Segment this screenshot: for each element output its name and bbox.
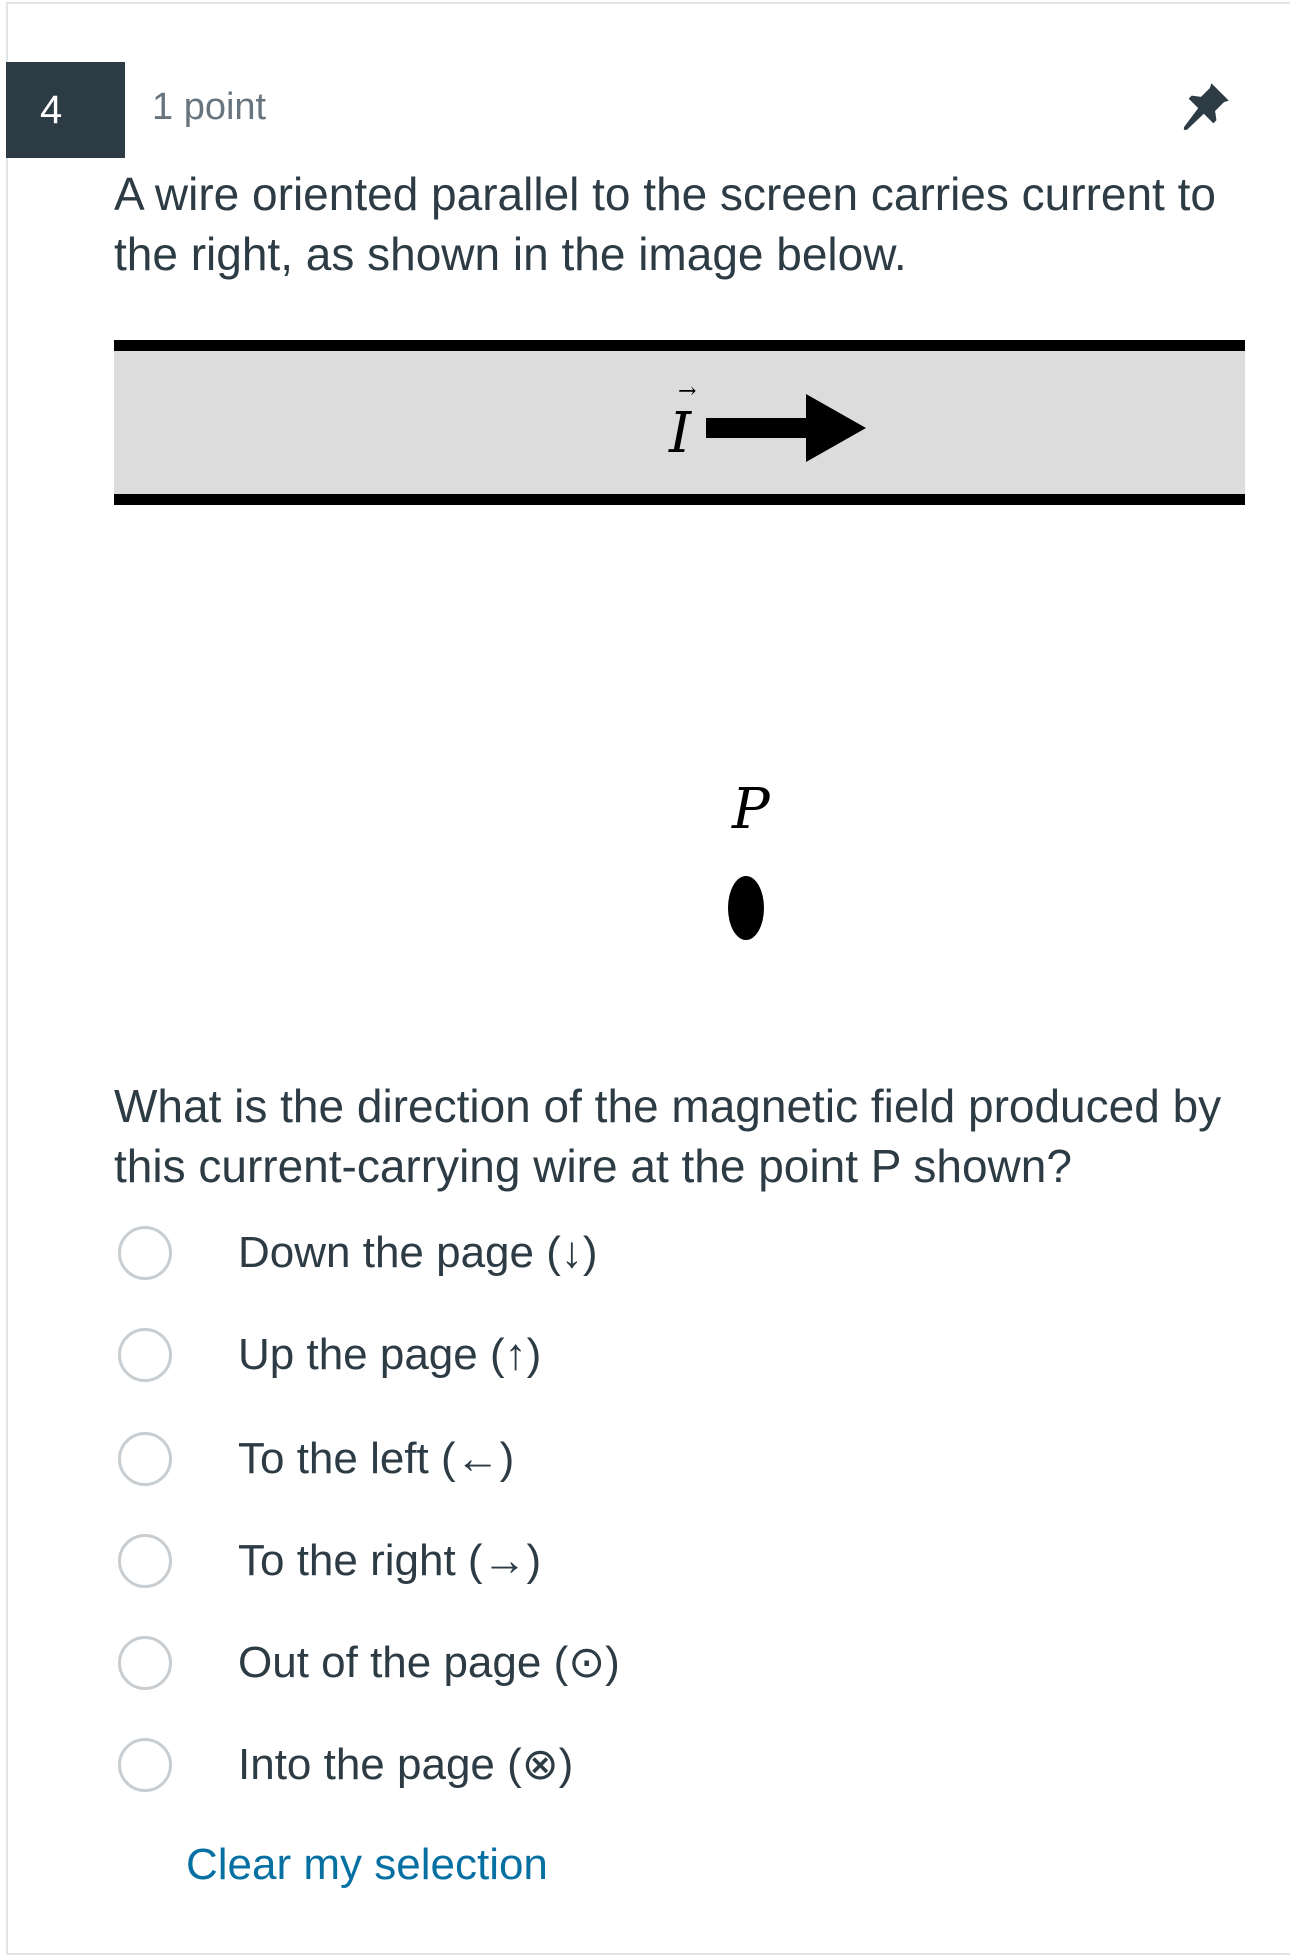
radio-button[interactable] [118, 1738, 172, 1792]
option-left[interactable] [114, 1426, 1214, 1496]
question-prompt: A wire oriented parallel to the screen carries current to the right, as shown in the image below. [114, 168, 1216, 280]
point-p-dot [728, 876, 764, 940]
question-text: What is the direction of the magnetic field produced by this current-carrying wire at the point P shown? [114, 1080, 1222, 1192]
clear-selection-link[interactable]: Clear my selection [186, 1840, 548, 1889]
radio-button[interactable] [118, 1328, 172, 1382]
option-label: Up the page (↑) [238, 1330, 542, 1379]
option-label: Out of the page (⊙) [238, 1638, 620, 1687]
radio-button[interactable] [118, 1432, 172, 1486]
wire-bottom-edge [114, 494, 1245, 505]
option-down[interactable] [114, 1220, 1214, 1290]
question-points: 1 point [152, 86, 267, 128]
current-vector-marker: → [678, 379, 697, 404]
option-into-page[interactable] [114, 1732, 1214, 1802]
option-label: To the left (←) [238, 1434, 515, 1483]
option-right[interactable] [114, 1528, 1214, 1598]
question-number: 4 [6, 62, 125, 158]
option-label: To the right (→) [238, 1536, 542, 1585]
wire-top-edge [114, 340, 1245, 351]
option-label: Into the page (⊗) [238, 1740, 574, 1789]
option-out-of-page[interactable] [114, 1630, 1214, 1700]
option-label: Down the page (↓) [238, 1228, 598, 1277]
point-label: P [732, 777, 770, 842]
option-up[interactable] [114, 1322, 1214, 1392]
radio-button[interactable] [118, 1636, 172, 1690]
current-label: I [669, 401, 692, 466]
pin-icon[interactable] [1180, 80, 1232, 132]
radio-button[interactable] [118, 1226, 172, 1280]
radio-button[interactable] [118, 1534, 172, 1588]
wire-figure [114, 340, 1245, 960]
